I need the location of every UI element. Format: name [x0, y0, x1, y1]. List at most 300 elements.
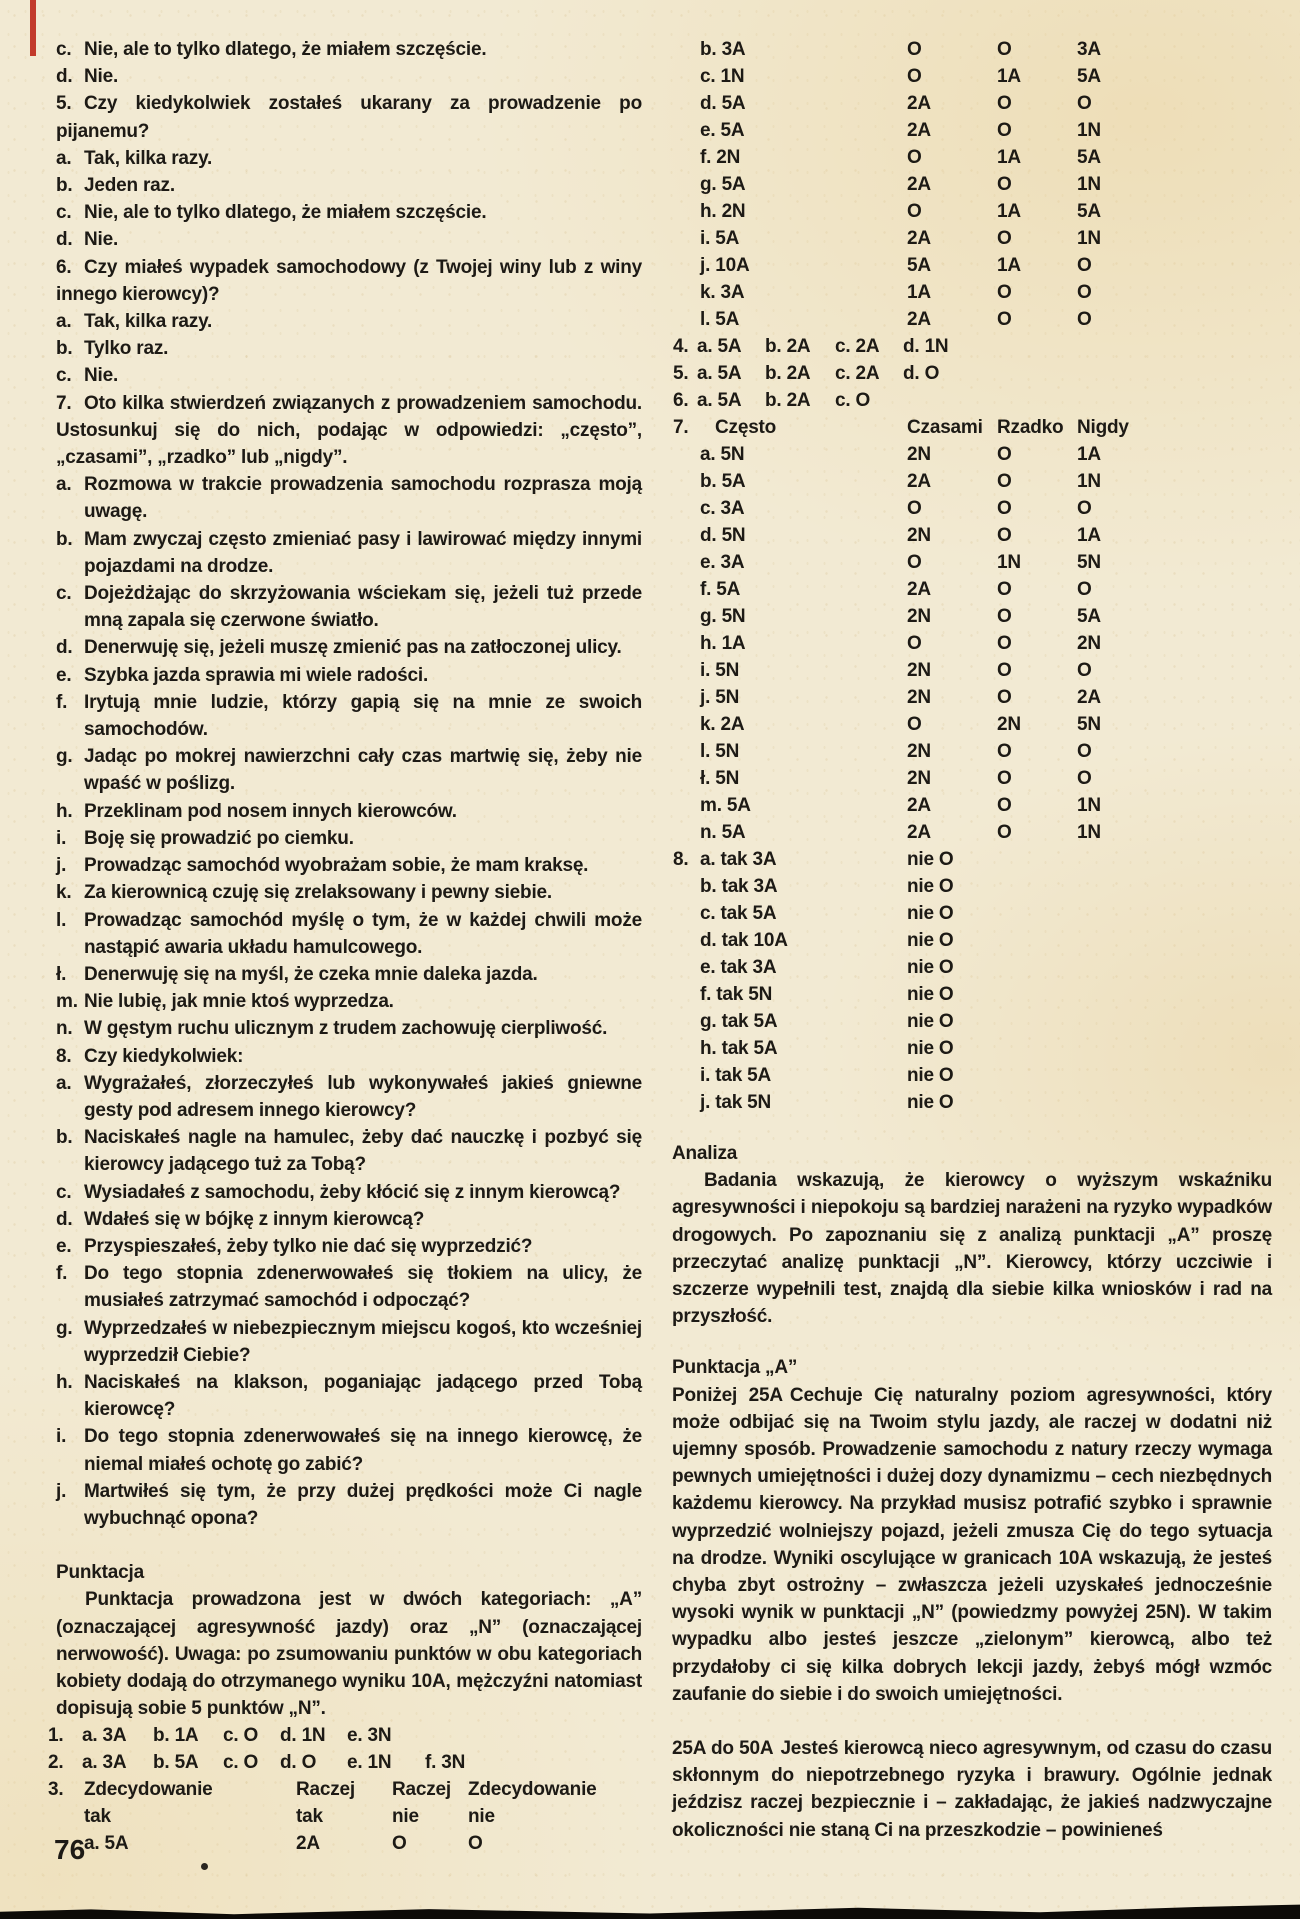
- item-label: d.: [56, 637, 73, 659]
- table-row: [48, 1830, 642, 1857]
- item-label: a.: [56, 311, 72, 333]
- column-header: Czasami: [907, 417, 983, 438]
- table-row: [672, 954, 1272, 981]
- score-line-6: [672, 387, 1272, 414]
- score-cell: 1A: [997, 147, 1021, 168]
- item-text: Wygrażałeś, złorzeczyłeś lub wykonywałeś jakieś gniewne gesty pod adresem innego kierowcy?: [84, 1072, 642, 1121]
- score-cell: 5A: [1077, 606, 1101, 627]
- score-cell: 2N: [907, 768, 931, 789]
- question-number: 7.: [56, 392, 72, 414]
- score-cell: nie O: [907, 903, 954, 924]
- score-number: 6.: [673, 390, 689, 411]
- score-cell: b. 5A: [153, 1752, 199, 1774]
- table-row: [672, 981, 1272, 1008]
- score-cell: nie O: [907, 1065, 954, 1086]
- answer-key-cell: e. 5A: [700, 120, 745, 141]
- question-item: [56, 1179, 642, 1206]
- score-cell: nie O: [907, 984, 954, 1005]
- item-label: d.: [56, 66, 73, 88]
- question-7-items: [48, 471, 642, 1042]
- statement-item: [56, 879, 642, 906]
- item-label: ł.: [56, 963, 67, 985]
- item-text: Nie.: [84, 229, 119, 251]
- item-text: Naciskałeś na klakson, poganiając jadącego przed Tobą kierowcę?: [84, 1371, 642, 1421]
- score-cell: c. O: [223, 1725, 259, 1747]
- score-cell: 5N: [1077, 714, 1101, 735]
- score-cell: 5A: [1077, 201, 1101, 222]
- score-cell: O: [468, 1833, 483, 1855]
- answer-item: [56, 335, 642, 362]
- answer-key-cell: l. 5N: [700, 741, 740, 762]
- score-line-1: [48, 1722, 642, 1749]
- answer-key-cell: j. tak 5N: [700, 1092, 772, 1113]
- score-line-2: [48, 1749, 642, 1776]
- answer-item: [56, 145, 642, 172]
- score-cell: a. 5A: [697, 336, 742, 357]
- item-label: a.: [56, 474, 72, 496]
- item-label: j.: [56, 1480, 67, 1502]
- question-item: [56, 1423, 642, 1477]
- column-header: tak: [84, 1806, 111, 1828]
- score-cell: O: [997, 120, 1012, 141]
- table-row: [672, 1089, 1272, 1116]
- score-range-label: 25A do 50A: [672, 1738, 774, 1760]
- table-row: [672, 900, 1272, 927]
- item-label: m.: [56, 991, 78, 1013]
- score-cell: e. 1N: [347, 1752, 392, 1774]
- table-row: [672, 252, 1272, 279]
- score-cell: 1N: [1077, 120, 1101, 141]
- item-text: W gęstym ruchu ulicznym z trudem zachowuję cierpliwość.: [84, 1018, 608, 1040]
- item-text: Przeklinam pod nosem innych kierowców.: [84, 800, 457, 822]
- column-header: tak: [296, 1806, 323, 1828]
- question-item: [56, 1233, 642, 1260]
- score-cell: d. O: [280, 1752, 317, 1774]
- item-label: c.: [56, 202, 72, 224]
- item-text: Nie lubię, jak mnie ktoś wyprzedza.: [84, 991, 394, 1013]
- score-cell: 5N: [1077, 552, 1101, 573]
- statement-item: [56, 580, 642, 634]
- score-cell: 5A: [907, 255, 931, 276]
- item-label: b.: [56, 528, 73, 550]
- 25a-50a-paragraph: [672, 1735, 1272, 1844]
- table-row: [672, 441, 1272, 468]
- question-text: Czy kiedykolwiek zostałeś ukarany za prowadzenie po pijanemu?: [56, 93, 642, 142]
- analiza-heading: Analiza: [672, 1143, 738, 1164]
- question-7: [56, 390, 642, 472]
- score-cell: 2N: [907, 660, 931, 681]
- score-cell: d. 1N: [903, 336, 949, 357]
- answer-key-cell: a. tak 3A: [700, 849, 777, 870]
- answer-key-cell: n. 5A: [700, 822, 746, 843]
- table-row: [672, 468, 1272, 495]
- table-row: [672, 549, 1272, 576]
- score-cell: O: [907, 66, 922, 87]
- score-cell: a. 5A: [697, 390, 742, 411]
- punktacja-paragraph: Punktacja prowadzona jest w dwóch kategoriach: „A” (oznaczającej agresywność jazdy) oraz „N” (oznaczającej nerwowość). Uwaga: po zsumowaniu punktów w obu kategoriach kobiety dodają do otrzymanego wyniku 10A, mężczyźni natomiast dopisują sobie 5 punktów „N”.: [56, 1589, 642, 1720]
- answer-key-cell: f. tak 5N: [700, 984, 773, 1005]
- question-item: [56, 1124, 642, 1178]
- statement-item: [56, 471, 642, 525]
- answer-key-cell: d. 5N: [700, 525, 746, 546]
- score-table-8: [672, 846, 1272, 1116]
- answer-item: [56, 226, 642, 253]
- score-cell: O: [997, 282, 1012, 303]
- table-row: [672, 684, 1272, 711]
- item-text: Do tego stopnia zdenerwowałeś się tłokiem na ulicy, że musiałeś zatrzymać samochód i odpocząć?: [84, 1263, 642, 1312]
- column-header: nie: [468, 1806, 495, 1828]
- item-text: Mam zwyczaj często zmieniać pasy i lawirować między innymi pojazdami na drodze.: [84, 528, 642, 577]
- item-text: Nie, ale to tylko dlatego, że miałem szczęście.: [84, 39, 487, 60]
- score-cell: O: [997, 633, 1012, 654]
- table-row: [672, 576, 1272, 603]
- punktacja-a-heading: Punktacja „A”: [672, 1357, 798, 1379]
- score-cell: 2A: [907, 471, 931, 492]
- answer-key-cell: h. 2N: [700, 201, 746, 222]
- score-cell: 2N: [907, 741, 931, 762]
- item-label: g.: [56, 1317, 73, 1339]
- score-cell: 2N: [907, 525, 931, 546]
- statement-item: [56, 907, 642, 961]
- answer-key-cell: g. 5N: [700, 606, 746, 627]
- answer-item: [56, 362, 642, 389]
- table-row: [672, 144, 1272, 171]
- item-label: g.: [56, 746, 73, 768]
- score-cell: 2A: [907, 93, 931, 114]
- item-text: Prowadząc samochód myślę o tym, że w każdej chwili może nastąpić awaria układu hamulcowego.: [84, 909, 642, 958]
- question-number: 8.: [56, 1045, 72, 1067]
- question-6: [56, 254, 642, 308]
- score-cell: 2N: [907, 687, 931, 708]
- score-number: 4.: [673, 336, 689, 357]
- score-cell: c. O: [223, 1752, 259, 1774]
- score-cell: O: [907, 39, 922, 60]
- table-row: [672, 630, 1272, 657]
- table-row: [672, 171, 1272, 198]
- item-label: c.: [56, 583, 72, 605]
- score-cell: 5A: [1077, 147, 1101, 168]
- score-cell: nie O: [907, 876, 954, 897]
- score-table-3-continued: [672, 36, 1272, 333]
- column-header: Często: [715, 417, 777, 438]
- answer-key-cell: c. 1N: [700, 66, 745, 87]
- right-column: [672, 36, 1272, 1844]
- item-text: Denerwuję się, jeżeli muszę zmienić pas na zatłoczonej ulicy.: [84, 637, 622, 659]
- answer-key-cell: k. 2A: [700, 714, 745, 735]
- question-5: [56, 90, 642, 144]
- score-cell: O: [997, 660, 1012, 681]
- answer-key-cell: m. 5A: [700, 795, 751, 816]
- table-row: [672, 279, 1272, 306]
- question-item: [56, 1070, 642, 1124]
- table-header-row: [48, 1803, 642, 1830]
- score-cell: a. 3A: [82, 1752, 127, 1774]
- score-cell: 1N: [997, 552, 1021, 573]
- table-row: [672, 198, 1272, 225]
- answer-key-cell: i. 5A: [700, 228, 740, 249]
- answer-item: [56, 308, 642, 335]
- question-item: [56, 1206, 642, 1233]
- score-number: 2.: [48, 1752, 64, 1774]
- answer-key-cell: f. 2N: [700, 147, 741, 168]
- answer-item: [56, 199, 642, 226]
- table-row: [672, 63, 1272, 90]
- score-cell: O: [1077, 741, 1092, 762]
- answer-key-cell: c. 3A: [700, 498, 745, 519]
- score-cell: O: [997, 822, 1012, 843]
- item-label: k.: [56, 882, 72, 904]
- answer-item: [56, 36, 642, 63]
- item-label: e.: [56, 664, 72, 686]
- item-text: Przyspieszałeś, żeby tylko nie dać się wyprzedzić?: [84, 1235, 533, 1257]
- score-cell: 2A: [907, 228, 931, 249]
- column-header: nie: [392, 1806, 419, 1828]
- score-cell: O: [1077, 93, 1092, 114]
- item-text: Tylko raz.: [84, 338, 169, 360]
- score-number: 1.: [48, 1725, 64, 1747]
- score-cell: 2A: [907, 795, 931, 816]
- ink-dot: [201, 1863, 208, 1870]
- table-row: [672, 117, 1272, 144]
- column-header: Zdecydowanie: [84, 1779, 213, 1801]
- question-8: [56, 1043, 642, 1070]
- answer-key-cell: h. 1A: [700, 633, 746, 654]
- score-cell: O: [1077, 309, 1092, 330]
- score-cell: 2A: [907, 120, 931, 141]
- score-cell: 2N: [907, 444, 931, 465]
- score-table-7-rows: [672, 441, 1272, 846]
- item-label: a.: [56, 147, 72, 169]
- item-label: f.: [56, 691, 68, 713]
- table-row: [672, 495, 1272, 522]
- score-cell: O: [997, 309, 1012, 330]
- statement-item: [56, 662, 642, 689]
- item-text: Szybka jazda sprawia mi wiele radości.: [84, 664, 429, 686]
- statement-item: [56, 526, 642, 580]
- question-number: 5.: [56, 93, 72, 115]
- statement-item: [56, 961, 642, 988]
- item-text: Jadąc po mokrej nawierzchni cały czas martwię się, żeby nie wpaść w poślizg.: [84, 746, 642, 795]
- item-label: l.: [56, 909, 67, 931]
- answer-item: [56, 63, 642, 90]
- answers-top-list: [48, 36, 642, 90]
- score-cell: O: [907, 201, 922, 222]
- score-cell: O: [1077, 282, 1092, 303]
- score-cell: 1N: [1077, 228, 1101, 249]
- question-5-answers: [48, 145, 642, 254]
- score-cell: O: [997, 525, 1012, 546]
- table-row: [672, 522, 1272, 549]
- score-cell: 3A: [1077, 39, 1101, 60]
- answer-key-cell: b. 5A: [700, 471, 746, 492]
- answer-key-cell: b. 3A: [700, 39, 746, 60]
- answer-key-cell: i. 5N: [700, 660, 740, 681]
- item-label: c.: [56, 1181, 72, 1203]
- score-cell: O: [997, 498, 1012, 519]
- item-text: Irytują mnie ludzie, którzy gapią się na mnie ze swoich samochodów.: [84, 691, 642, 741]
- table-row: [672, 225, 1272, 252]
- item-text: Wdałeś się w bójkę z innym kierowcą?: [84, 1208, 425, 1230]
- score-cell: nie O: [907, 930, 954, 951]
- item-text: Naciskałeś nagle na hamulec, żeby dać nauczkę i pozbyć się kierowcy jadącego tuż za Tobą?: [84, 1127, 642, 1176]
- answer-key-cell: f. 5A: [700, 579, 741, 600]
- score-cell: 1A: [997, 201, 1021, 222]
- score-cell: O: [997, 174, 1012, 195]
- item-label: i.: [56, 1426, 67, 1448]
- score-line-4: [672, 333, 1272, 360]
- score-number: 3.: [48, 1779, 64, 1801]
- item-label: b.: [56, 338, 73, 360]
- score-cell: d. O: [903, 363, 940, 384]
- answer-key-cell: a. 5A: [84, 1833, 129, 1855]
- score-cell: 2A: [296, 1833, 320, 1855]
- table-row: [672, 1035, 1272, 1062]
- item-text: Rozmowa w trakcie prowadzenia samochodu rozprasza moją uwagę.: [84, 474, 642, 523]
- item-label: j.: [56, 855, 67, 877]
- score-cell: 2A: [907, 174, 931, 195]
- score-cell: O: [997, 768, 1012, 789]
- page-number: 76: [54, 1834, 86, 1865]
- score-cell: 1N: [1077, 822, 1101, 843]
- item-text: Tak, kilka razy.: [84, 147, 213, 169]
- score-cell: O: [907, 633, 922, 654]
- score-cell: O: [997, 606, 1012, 627]
- score-cell: O: [907, 552, 922, 573]
- statement-item: [56, 634, 642, 661]
- score-cell: 1A: [1077, 444, 1101, 465]
- score-cell: 1A: [1077, 525, 1101, 546]
- score-cell: d. 1N: [280, 1725, 326, 1747]
- score-cell: nie O: [907, 849, 954, 870]
- question-text: Czy miałeś wypadek samochodowy (z Twojej winy lub z winy innego kierowcy)?: [56, 256, 642, 305]
- table-row: [672, 819, 1272, 846]
- statement-item: [56, 689, 642, 743]
- table-row: [672, 792, 1272, 819]
- answer-key-cell: j. 5N: [700, 687, 740, 708]
- item-text: Nie.: [84, 66, 119, 88]
- question-item: [56, 1478, 642, 1532]
- answer-item: [56, 172, 642, 199]
- answer-key-cell: e. tak 3A: [700, 957, 777, 978]
- score-table-3: [48, 1776, 642, 1857]
- score-range-text: Jesteś kierowcą nieco agresywnym, od czasu do czasu skłonnym do niepotrzebnego ryzyka i brawury. Ogólnie jednak jeździsz raczej bezpiecznie i – zakładając, że jakieś nadzwyczajne okoliczności nie staną Ci na przeszkodzie – powinieneś: [672, 1738, 1273, 1841]
- score-cell: O: [907, 147, 922, 168]
- statement-item: [56, 743, 642, 797]
- item-label: h.: [56, 1371, 73, 1393]
- score-number: 5.: [673, 363, 689, 384]
- score-cell: O: [1077, 579, 1092, 600]
- score-cell: 2A: [907, 579, 931, 600]
- table-row: [672, 306, 1272, 333]
- item-text: Wysiadałeś z samochodu, żeby kłócić się z innym kierowcą?: [84, 1181, 621, 1203]
- table-row: [672, 90, 1272, 117]
- item-label: b.: [56, 1127, 73, 1149]
- score-cell: nie O: [907, 1092, 954, 1113]
- below-25a-paragraph: [672, 1382, 1272, 1708]
- answer-key-cell: l. 5A: [700, 309, 740, 330]
- score-cell: nie O: [907, 957, 954, 978]
- column-header: Raczej: [392, 1779, 452, 1801]
- column-header: Nigdy: [1077, 417, 1129, 438]
- score-table-8-rows: [672, 846, 1272, 1116]
- score-number: 8.: [673, 849, 689, 870]
- item-text: Denerwuję się na myśl, że czeka mnie daleka jazda.: [84, 963, 538, 985]
- statement-item: [56, 825, 642, 852]
- score-cell: 2N: [1077, 633, 1101, 654]
- column-header: Zdecydowanie: [468, 1779, 597, 1801]
- score-range-label: Poniżej 25A: [672, 1384, 783, 1406]
- score-cell: O: [997, 39, 1012, 60]
- score-range-text: Cechuje Cię naturalny poziom agresywności, który może odbijać się na Twoim stylu jazdy, ale raczej w dodatni niż ujemny sposób. Prowadzenie samochodu z natury rzeczy wymaga pewnych umiejętności i dużej dozy dynamizmu – cech niezbędnych każdemu kierowcy. Na przykład musisz potrafić szybko i sprawnie wyprzedzić wolniejszy pojazd, jeżeli zmusza Cię do tego sytuacja na drodze. Wyniki oscylujące w granicach 10A wskazują, że jesteś chyba zbyt ostrożny – zwłaszcza jeżeli uzyskałeś jednocześnie wysoki wynik w punktacji „N” (powiedzmy powyżej 25N). W takim wypadku albo jesteś jeszcze „zielonym” kierowcą, albo też przydałoby ci się kilka dobrych lekcji jazdy, żebyś mógł wzmóc zaufanie do siebie i do swoich umiejętności.: [672, 1384, 1272, 1705]
- punktacja-heading: Punktacja: [56, 1562, 144, 1584]
- score-cell: O: [997, 444, 1012, 465]
- score-cell: 1A: [907, 282, 931, 303]
- item-label: e.: [56, 1235, 72, 1257]
- answer-key-cell: c. tak 5A: [700, 903, 777, 924]
- question-text: Oto kilka stwierdzeń związanych z prowadzeniem samochodu. Ustosunkuj się do nich, podając w odpowiedzi: „często”, „czasami”, „rzadko” lub „nigdy”.: [56, 392, 642, 469]
- score-cell: b. 2A: [765, 336, 811, 357]
- statement-item: [56, 1015, 642, 1042]
- score-cell: c. 2A: [835, 363, 880, 384]
- score-cell: O: [1077, 768, 1092, 789]
- answer-key-cell: ł. 5N: [700, 768, 740, 789]
- score-number: 7.: [673, 417, 689, 438]
- statement-item: [56, 798, 642, 825]
- score-cell: 2N: [907, 606, 931, 627]
- score-cell: O: [907, 714, 922, 735]
- answer-key-cell: j. 10A: [700, 255, 750, 276]
- score-cell: O: [997, 471, 1012, 492]
- item-label: c.: [56, 365, 72, 387]
- score-table-7: [672, 414, 1272, 846]
- table-row: [672, 927, 1272, 954]
- item-text: Nie, ale to tylko dlatego, że miałem szczęście.: [84, 202, 487, 224]
- score-cell: e. 3N: [347, 1725, 392, 1747]
- score-cell: 1N: [1077, 471, 1101, 492]
- score-cell: 1N: [1077, 795, 1101, 816]
- score-cell: 2A: [907, 822, 931, 843]
- score-cell: 2N: [997, 714, 1021, 735]
- question-text: Czy kiedykolwiek:: [84, 1045, 244, 1067]
- item-text: Za kierownicą czuję się zrelaksowany i pewny siebie.: [84, 882, 552, 904]
- question-item: [56, 1315, 642, 1369]
- answer-key-cell: d. tak 10A: [700, 930, 788, 951]
- table-row: [672, 657, 1272, 684]
- scan-bottom-edge: [0, 1903, 1300, 1919]
- answer-key-cell: h. tak 5A: [700, 1038, 778, 1059]
- score-cell: O: [997, 228, 1012, 249]
- question-item: [56, 1369, 642, 1423]
- table-row: [672, 36, 1272, 63]
- analiza-paragraph: Badania wskazują, że kierowcy o wyższym wskaźniku agresywności i niepokoju są bardziej narażeni na ryzyko wypadków drogowych. Po zapoznaniu się z analizą punktacji „A” proszę przeczytać analizę punktacji „N”. Kierowcy, którzy uczciwie i szczerze wypełnili test, znajdą dla siebie kilka wniosków i rad na przyszłość.: [672, 1170, 1272, 1328]
- item-label: n.: [56, 1018, 73, 1040]
- answer-key-cell: k. 3A: [700, 282, 745, 303]
- item-text: Jeden raz.: [84, 175, 175, 197]
- item-label: a.: [56, 1072, 72, 1094]
- column-header: Raczej: [296, 1779, 356, 1801]
- score-cell: c. O: [835, 390, 871, 411]
- score-cell: O: [997, 93, 1012, 114]
- item-label: c.: [56, 39, 72, 60]
- red-print-mark: [30, 0, 36, 56]
- question-item: [56, 1260, 642, 1314]
- answer-key-cell: a. 5N: [700, 444, 745, 465]
- item-label: b.: [56, 175, 73, 197]
- answer-key-cell: i. tak 5A: [700, 1065, 772, 1086]
- table-row: [672, 1008, 1272, 1035]
- item-label: d.: [56, 229, 73, 251]
- table-row: [672, 603, 1272, 630]
